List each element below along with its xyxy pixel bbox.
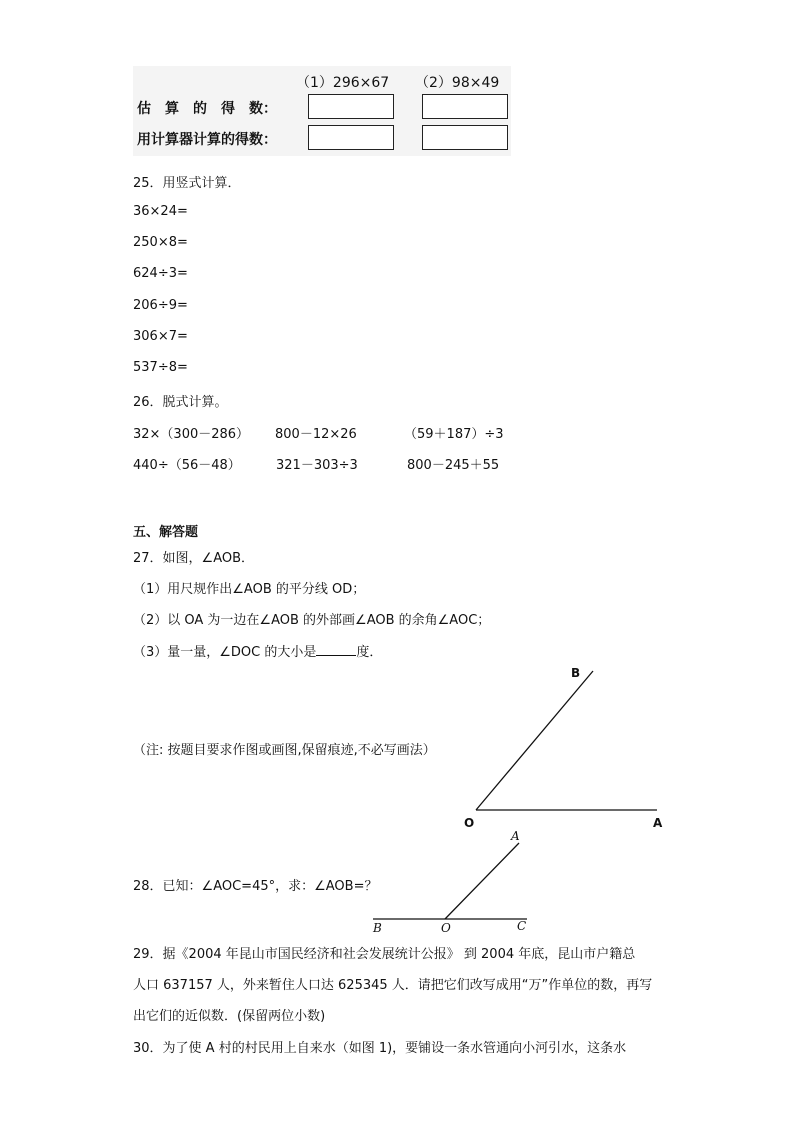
point-label-a: A [653,816,663,830]
q29-line: 29．据《2004 年昆山市国民经济和社会发展统计公报》 到 2004 年底，昆山市户籍总 [133,947,636,962]
q28-text: 28．已知：∠AOC=45°，求：∠AOB=？ [133,879,378,894]
q26-expr: 32×（300－286） [133,427,250,442]
ray-oa-q28 [445,843,519,919]
q27-step3-text: （3）量一量，∠DOC 的大小是 [133,645,317,660]
section-title: 五、解答题 [133,525,199,540]
q25-item: 250×8= [133,235,188,250]
q26-expr: 321－303÷3 [276,458,358,473]
point-label-b: B [373,921,382,935]
table-row2-label: 用计算器计算的得数： [137,132,277,148]
q29-line: 人口 637157 人，外来暂住人口达 625345 人．请把它们改写成用“万”作单位的数，再写 [133,978,653,993]
q25-item: 537÷8= [133,360,188,375]
q27-step1: （1）用尺规作出∠AOB 的平分线 OD； [133,582,366,597]
table-row1-label: 估 算 的 得 数： [137,101,277,117]
q26-expr: 800－245＋55 [407,458,500,473]
point-label-o: O [441,921,451,935]
q25-item: 206÷9= [133,298,188,313]
q30-line: 30．为了使 A 村的村民用上自来水（如图 1)，要铺设一条水管通向小河引水，这条水 [133,1041,627,1056]
table-col2-header: （2）98×49 [415,75,500,91]
q27-note: （注: 按题目要求作图或画图,保留痕迹,不必写画法） [133,743,436,758]
q25-item: 36×24= [133,204,188,219]
q29-line: 出它们的近似数．(保留两位小数) [133,1009,326,1024]
ray-ob [476,671,593,810]
q26-expr: （59＋187）÷3 [404,427,504,442]
point-label-a: A [511,829,520,843]
point-label-b: B [571,666,581,680]
q25-item: 306×7= [133,329,188,344]
point-label-o: O [464,816,475,830]
q25-item: 624÷3= [133,266,188,281]
q26-expr: 800－12×26 [275,427,357,442]
point-label-c: C [517,919,527,933]
table-col1-header: （1）296×67 [296,75,390,91]
q26-expr: 440÷（56－48） [133,458,241,473]
q26-title: 26．脱式计算。 [133,395,228,410]
q27-step3-unit: 度． [356,645,383,660]
q25-title: 25．用竖式计算． [133,176,241,191]
q27-title: 27．如图，∠AOB． [133,551,255,566]
q27-step2: （2）以 OA 为一边在∠AOB 的外部画∠AOB 的余角∠AOC； [133,613,491,628]
